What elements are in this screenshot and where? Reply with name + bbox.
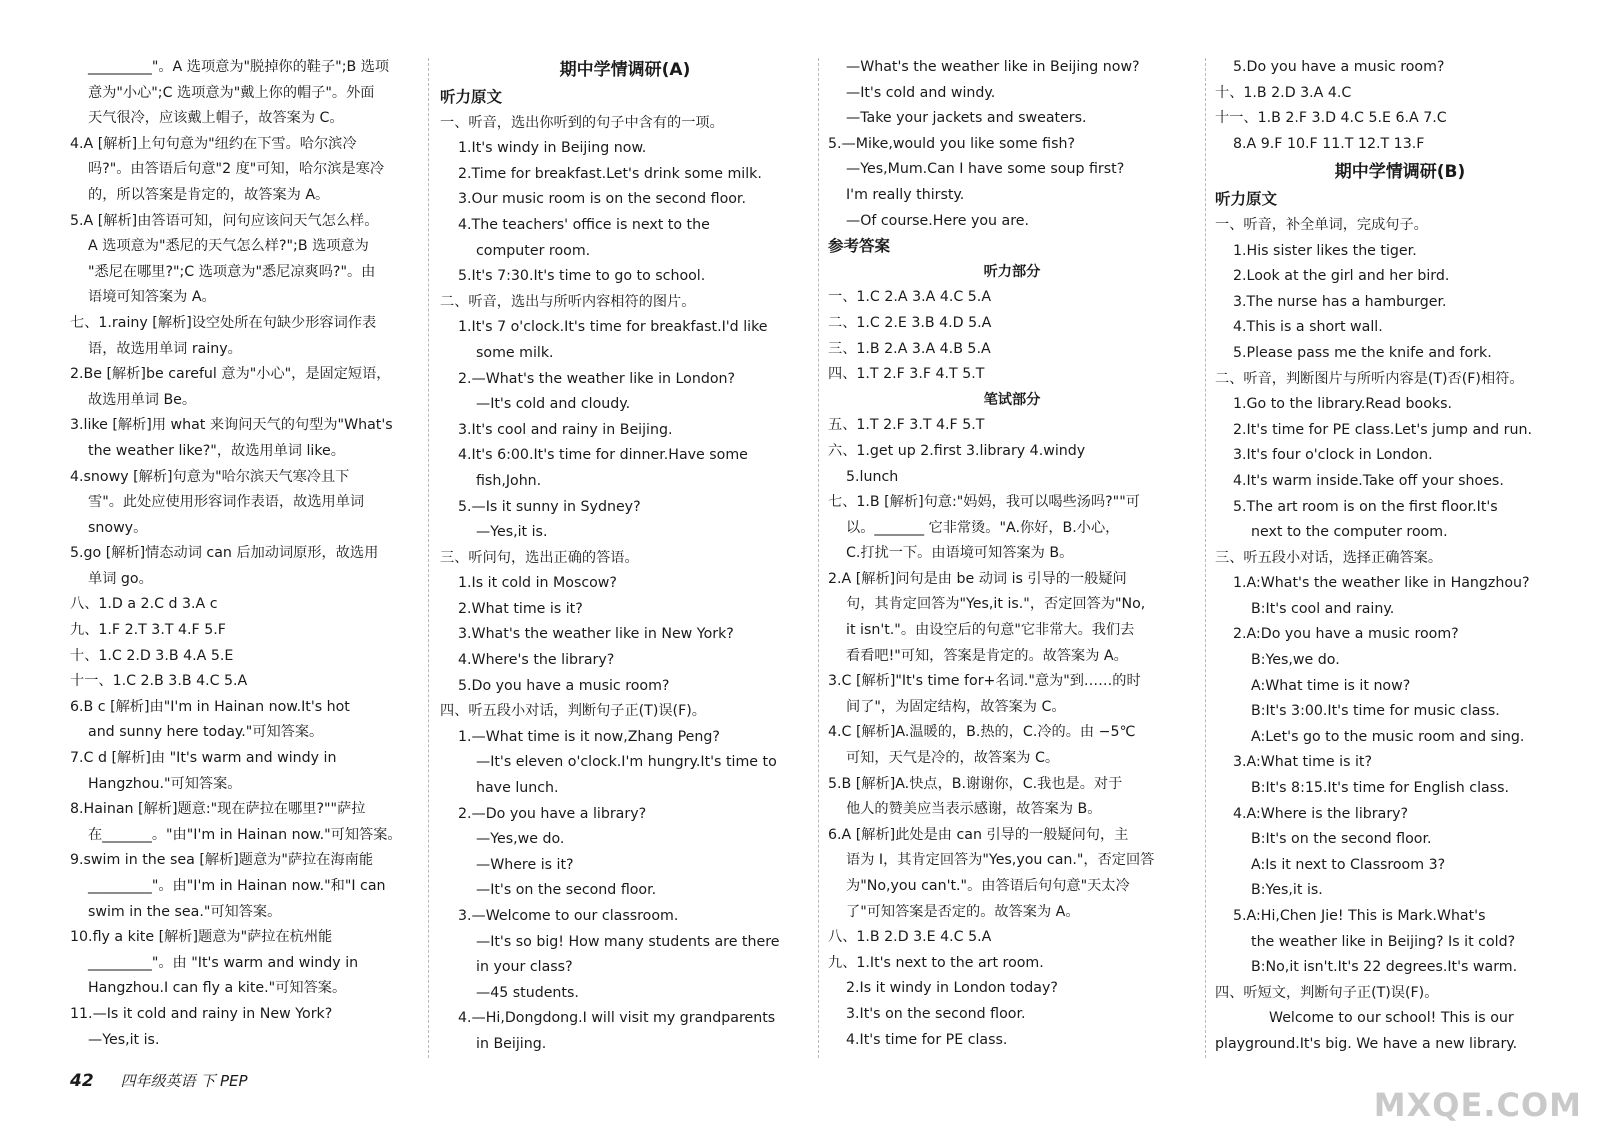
text-line: —Where is it? <box>476 856 574 873</box>
text-line: in Beijing. <box>476 1035 547 1052</box>
text-line: 9.swim in the sea [解析]题意为"萨拉在海南能 <box>70 852 374 869</box>
text-line: 5.Please pass me the knife and fork. <box>1233 344 1492 361</box>
text-line: 10.fly a kite [解析]题意为"萨拉在杭州能 <box>70 929 333 946</box>
text-line: 5.—Is it sunny in Sydney? <box>458 498 641 515</box>
text-line: _________"。由 "It's warm and windy in <box>88 954 359 971</box>
text-line: 2.Look at the girl and her bird. <box>1233 268 1450 285</box>
text-line: 3.It's four o'clock in London. <box>1233 447 1433 464</box>
text-line: 3.What's the weather like in New York? <box>458 626 734 643</box>
text-line: 七、1.B [解析]句意:"妈妈，我可以喝些汤吗?""可 <box>828 494 1140 511</box>
text-line: —Yes,Mum.Can I have some soup first? <box>846 161 1125 178</box>
text-line: Welcome to our school! This is our <box>1269 1010 1514 1027</box>
text-line: —It's cold and cloudy. <box>476 396 631 413</box>
column-divider <box>428 58 429 1058</box>
text-line: 3.Our music room is on the second floor. <box>458 191 746 208</box>
text-line: 5.A [解析]由答语可知，问句应该问天气怎么样。 <box>70 212 379 229</box>
text-line: —It's eleven o'clock.I'm hungry.It's time to <box>476 754 777 771</box>
text-line: swim in the sea."可知答案。 <box>88 903 282 920</box>
text-line: —It's cold and windy. <box>846 84 996 101</box>
watermark: MXQE.COM <box>1373 1086 1582 1124</box>
text-line: 4.snowy [解析]句意为"哈尔滨天气寒冷且下 <box>70 468 350 485</box>
text-line: 1.Go to the library.Read books. <box>1233 396 1453 413</box>
text-line: 一、听音，选出你听到的句子中含有的一项。 <box>440 114 724 131</box>
text-line: —It's on the second floor. <box>476 882 657 899</box>
text-line: 语为 I，其肯定回答为"Yes,you can."，否定回答 <box>846 852 1155 869</box>
text-line: 4.This is a short wall. <box>1233 319 1383 336</box>
text-line: 十、1.B 2.D 3.A 4.C <box>1215 84 1352 101</box>
text-line: —Yes,we do. <box>476 831 565 848</box>
text-line: 二、听音，选出与所听内容相符的图片。 <box>440 293 696 310</box>
section-title: 期中学情调研(A) <box>559 60 691 80</box>
text-line: B:It's 3:00.It's time for music class. <box>1251 703 1500 720</box>
text-line: I'm really thirsty. <box>846 186 965 203</box>
text-line: 2.It's time for PE class.Let's jump and run. <box>1233 421 1532 438</box>
text-line: 5.Do you have a music room? <box>458 677 670 694</box>
section-heading: 听力原文 <box>1215 190 1278 209</box>
column-3 <box>828 55 1196 1053</box>
text-line: 5.B [解析]A.快点，B.谢谢你，C.我也是。对于 <box>828 775 1123 792</box>
text-line: 11.—Is it cold and rainy in New York? <box>70 1005 333 1022</box>
text-line: 看看吧!"可知，答案是肯定的。故答案为 A。 <box>846 647 1128 664</box>
text-line: _________"。A 选项意为"脱掉你的鞋子";B 选项 <box>88 59 390 75</box>
text-line: 了"可知答案是否定的。故答案为 A。 <box>846 903 1080 920</box>
text-line: 一、听音，补全单词，完成句子。 <box>1215 216 1428 233</box>
text-line: 一、1.C 2.A 3.A 4.C 5.A <box>828 289 992 306</box>
text-line: 8.Hainan [解析]题意:"现在萨拉在哪里?""萨拉 <box>70 801 366 818</box>
text-line: —Yes,it is. <box>476 524 548 541</box>
text-line: 4.—Hi,Dongdong.I will visit my grandparents <box>458 1010 776 1027</box>
text-line: 5.The art room is on the first floor.It's <box>1233 498 1498 515</box>
text-line: 四、听五段小对话，判断句子正(T)误(F)。 <box>440 703 706 720</box>
text-line: 2.A [解析]问句是由 be 动词 is 引导的一般疑问 <box>828 570 1127 587</box>
text-line: 3.The nurse has a hamburger. <box>1233 293 1447 310</box>
text-line: 8.A 9.F 10.F 11.T 12.T 13.F <box>1233 135 1425 152</box>
column-divider <box>818 58 819 1058</box>
text-line: "悉尼在哪里?";C 选项意为"悉尼凉爽吗?"。由 <box>88 263 376 280</box>
text-line: 1.It's windy in Beijing now. <box>458 140 647 157</box>
text-line: A:Let's go to the music room and sing. <box>1251 728 1525 745</box>
text-line: 2.—What's the weather like in London? <box>458 370 736 387</box>
column-4 <box>1215 55 1585 1058</box>
text-line: and sunny here today."可知答案。 <box>88 724 324 741</box>
text-line: 7.C d [解析]由 "It's warm and windy in <box>70 750 337 767</box>
text-line: 5.It's 7:30.It's time to go to school. <box>458 268 706 285</box>
text-line: 四、1.T 2.F 3.F 4.T 5.T <box>828 366 985 383</box>
text-line: 吗?"。由答语后句意"2 度"可知，哈尔滨是寒冷 <box>88 161 385 178</box>
text-line: 4.A [解析]上句句意为"纽约在下雪。哈尔滨冷 <box>70 135 357 152</box>
text-line: 6.B c [解析]由"I'm in Hainan now.It's hot <box>70 698 350 715</box>
text-line: 2.Be [解析]be careful 意为"小心"，是固定短语， <box>70 366 391 383</box>
text-line: 在_______。"由"I'm in Hainan now."可知答案。 <box>88 826 402 843</box>
text-line: B:Yes,we do. <box>1251 652 1340 669</box>
text-line: B:Yes,it is. <box>1251 882 1323 899</box>
text-line: 的，所以答案是肯定的，故答案为 A。 <box>88 186 330 203</box>
text-line: 三、听问句，选出正确的答语。 <box>440 549 639 566</box>
text-line: —Yes,it is. <box>88 1031 160 1048</box>
text-line: 1.Is it cold in Moscow? <box>458 575 617 592</box>
text-line: have lunch. <box>476 780 559 797</box>
text-line: 三、听五段小对话，选择正确答案。 <box>1215 549 1443 566</box>
text-line: 4.A:Where is the library? <box>1233 805 1409 822</box>
text-line: C.打扰一下。由语境可知答案为 B。 <box>846 545 1074 562</box>
text-line: 二、听音，判断图片与所听内容是(T)否(F)相符。 <box>1215 370 1524 387</box>
text-line: 语，故选用单词 rainy。 <box>88 340 242 357</box>
text-line: 他人的赞美应当表示感谢，故答案为 B。 <box>846 801 1102 818</box>
text-line: 四、听短文，判断句子正(T)误(F)。 <box>1215 984 1439 1001</box>
text-line: 2.Is it windy in London today? <box>846 980 1058 997</box>
text-line: 3.—Welcome to our classroom. <box>458 908 679 924</box>
text-line: the weather like in Beijing? Is it cold? <box>1251 933 1516 950</box>
subsection-heading: 听力部分 <box>983 263 1041 280</box>
text-line: 4.Where's the library? <box>458 652 615 669</box>
text-line: 可知，天气是冷的，故答案为 C。 <box>846 750 1060 767</box>
text-line: 八、1.D a 2.C d 3.A c <box>70 596 218 613</box>
column-2 <box>440 55 810 1058</box>
text-line: Hangzhou.I can fly a kite."可知答案。 <box>88 980 347 997</box>
text-line: 十一、1.C 2.B 3.B 4.C 5.A <box>70 673 248 690</box>
text-line: —What's the weather like in Beijing now? <box>846 59 1140 75</box>
text-line: computer room. <box>476 242 591 259</box>
text-line: A:Is it next to Classroom 3? <box>1251 856 1446 873</box>
text-line: 二、1.C 2.E 3.B 4.D 5.A <box>828 314 992 331</box>
text-line: 单词 go。 <box>88 570 153 587</box>
book-label: 四年级英语 下 PEP <box>120 1072 248 1090</box>
text-line: 故选用单词 Be。 <box>88 391 197 408</box>
text-line: 4.It's warm inside.Take off your shoes. <box>1233 472 1504 489</box>
text-line: 七、1.rainy [解析]设空处所在句缺少形容词作表 <box>70 314 377 331</box>
text-line: —45 students. <box>476 984 579 1001</box>
text-line: 三、1.B 2.A 3.A 4.B 5.A <box>828 340 991 357</box>
text-line: —Of course.Here you are. <box>846 212 1029 229</box>
text-line: 4.The teachers' office is next to the <box>458 216 710 233</box>
column-1 <box>70 55 420 1053</box>
text-line: 天气很冷，应该戴上帽子，故答案为 C。 <box>88 110 344 127</box>
text-line: 2.A:Do you have a music room? <box>1233 626 1459 643</box>
text-line: B:No,it isn't.It's 22 degrees.It's warm. <box>1251 959 1518 976</box>
text-line: next to the computer room. <box>1251 524 1448 541</box>
text-line: fish,John. <box>476 472 542 489</box>
text-line: 1.His sister likes the tiger. <box>1233 242 1417 259</box>
text-line: 5.go [解析]情态动词 can 后加动词原形，故选用 <box>70 545 379 562</box>
text-line: 间了"，为固定结构，故答案为 C。 <box>846 698 1066 715</box>
text-line: in your class? <box>476 959 573 976</box>
text-line: 2.Time for breakfast.Let's drink some milk. <box>458 165 762 182</box>
text-line: 1.—What time is it now,Zhang Peng? <box>458 728 720 745</box>
text-line: some milk. <box>476 344 554 361</box>
text-line: 八、1.B 2.D 3.E 4.C 5.A <box>828 929 992 946</box>
text-line: 为"No,you can't."。由答语后句句意"天太冷 <box>846 878 1130 894</box>
text-line: 5.Do you have a music room? <box>1233 59 1445 75</box>
text-line: 3.C [解析]"It's time for+名词."意为"到……的时 <box>828 673 1141 690</box>
section-title: 期中学情调研(B) <box>1334 162 1466 183</box>
text-line: 5.A:Hi,Chen Jie! This is Mark.What's <box>1233 908 1486 924</box>
text-line: it isn't."。由设空后的句意"它非常大。我们去 <box>846 622 1135 639</box>
text-line: snowy。 <box>88 519 148 536</box>
text-line: 3.A:What time is it? <box>1233 754 1372 771</box>
text-line: 4.It's time for PE class. <box>846 1031 1008 1048</box>
text-line: B:It's cool and rainy. <box>1251 600 1395 617</box>
subsection-heading: 笔试部分 <box>983 391 1041 408</box>
text-line: A 选项意为"悉尼的天气怎么样?";B 选项意为 <box>88 238 369 255</box>
text-line: 十一、1.B 2.F 3.D 4.C 5.E 6.A 7.C <box>1215 110 1447 127</box>
text-line: B:It's on the second floor. <box>1251 831 1432 848</box>
text-line: 九、1.It's next to the art room. <box>828 954 1044 971</box>
text-line: —It's so big! How many students are there <box>476 933 780 950</box>
text-line: B:It's 8:15.It's time for English class. <box>1251 780 1510 797</box>
section-heading: 参考答案 <box>828 237 891 256</box>
text-line: 1.It's 7 o'clock.It's time for breakfast.I'd like <box>458 319 768 336</box>
text-line: 六、1.get up 2.first 3.library 4.windy <box>828 442 1086 459</box>
text-line: 以。_______ 它非常烫。"A.你好，B.小心， <box>846 519 1120 536</box>
text-line: 2.—Do you have a library? <box>458 805 647 822</box>
text-line: 6.A [解析]此处是由 can 引导的一般疑问句，主 <box>828 826 1129 843</box>
page-footer <box>70 1070 248 1091</box>
text-line: 九、1.F 2.T 3.T 4.F 5.F <box>70 622 226 639</box>
text-line: 3.It's cool and rainy in Beijing. <box>458 421 673 438</box>
text-line: 五、1.T 2.F 3.T 4.F 5.T <box>828 417 985 434</box>
text-line: 4.C [解析]A.温暖的，B.热的，C.冷的。由 −5℃ <box>828 724 1136 741</box>
text-line: playground.It's big. We have a new library. <box>1215 1035 1518 1052</box>
text-line: 4.It's 6:00.It's time for dinner.Have some <box>458 447 748 464</box>
text-line: 意为"小心";C 选项意为"戴上你的帽子"。外面 <box>88 84 375 101</box>
page-number: 42 <box>70 1071 94 1091</box>
text-line: 3.It's on the second floor. <box>846 1005 1026 1022</box>
text-line: Hangzhou."可知答案。 <box>88 775 242 792</box>
text-line: 3.like [解析]用 what 来询问天气的句型为"What's <box>70 417 393 434</box>
text-line: 5.lunch <box>846 468 899 485</box>
text-line: 句，其肯定回答为"Yes,it is."，否定回答为"No, <box>846 596 1146 613</box>
column-divider <box>1205 58 1206 1058</box>
text-line: 雪"。此处应使用形容词作表语，故选用单词 <box>88 494 365 511</box>
text-line: the weather like?"，故选用单词 like。 <box>88 442 345 459</box>
text-line: 2.What time is it? <box>458 600 583 617</box>
text-line: 十、1.C 2.D 3.B 4.A 5.E <box>70 647 234 664</box>
text-line: 1.A:What's the weather like in Hangzhou? <box>1233 575 1530 592</box>
section-heading: 听力原文 <box>440 88 503 106</box>
text-line: _________"。由"I'm in Hainan now."和"I can <box>88 878 386 894</box>
text-line: 语境可知答案为 A。 <box>88 289 216 306</box>
text-line: 5.—Mike,would you like some fish? <box>828 135 1075 152</box>
text-line: A:What time is it now? <box>1251 677 1411 694</box>
text-line: —Take your jackets and sweaters. <box>846 110 1087 127</box>
